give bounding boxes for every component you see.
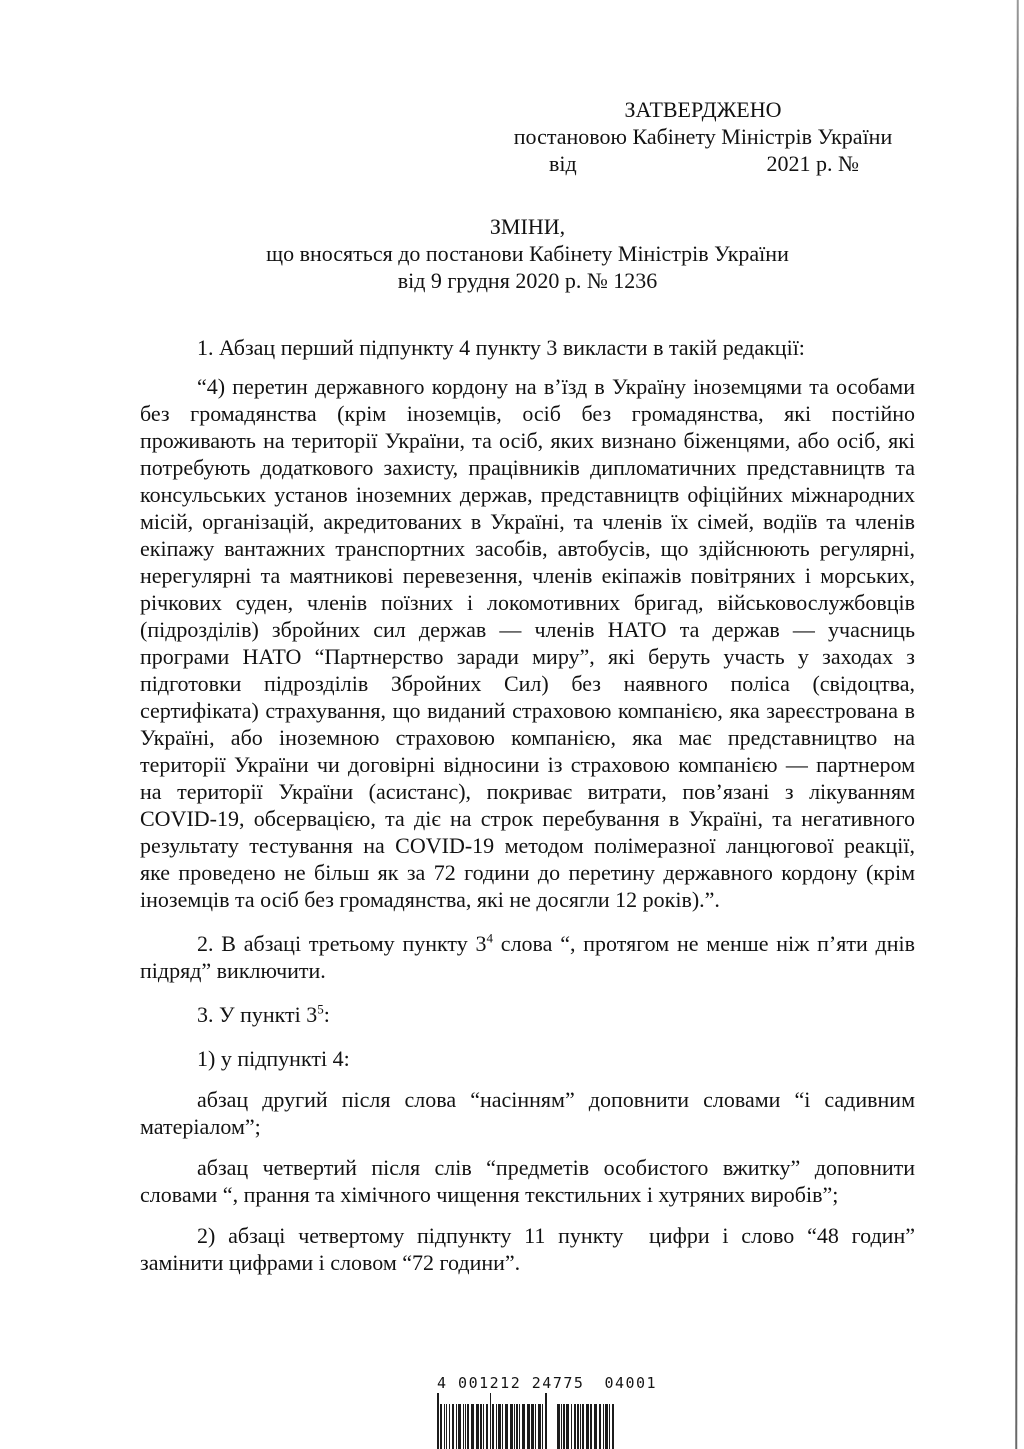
barcode xyxy=(437,1374,657,1449)
document-title-block xyxy=(140,213,915,294)
barcode-bars-left-group xyxy=(437,1393,548,1449)
approval-heading: ЗАТВЕРДЖЕНО xyxy=(624,97,782,122)
scan-artifact-line xyxy=(1015,0,1019,1449)
paragraph-item-2 xyxy=(140,930,915,984)
document-content xyxy=(140,0,915,1290)
paragraph-amendment-seed: абзац другий після слова “насінням” доповнити словами “і садивним матеріалом”; xyxy=(140,1087,915,1139)
paragraph-item-3 xyxy=(140,1001,915,1028)
paragraph-item-3-prefix: 3. У пункті 3 xyxy=(197,1002,318,1027)
paragraph-amendment-laundry: абзац четвертий після слів “предметів особистого вжитку” доповнити словами “, прання та хімічного чищення текстильних і хутряних виробів”; xyxy=(140,1155,915,1207)
approval-date-row xyxy=(491,150,915,177)
approval-date-prefix: від xyxy=(549,151,577,176)
barcode-bars xyxy=(437,1393,657,1449)
paragraph-subitem-1: 1) у підпункті 4: xyxy=(197,1046,350,1071)
barcode-digits xyxy=(437,1374,657,1392)
paragraph-subitem-4-text: “4) перетин державного кордону на в’їзд в Україну іноземцями та особами без громадянства (крім іноземців, осіб без громадянства, які постійно проживають на території України, та осіб, яких визнано біженцями, або осіб, які потребують додаткового захисту, працівників дипломатичних представництв та консульських установ іноземних держав, представництв офіційних міжнародних місій, організацій, акредитованих в Україні, та членів їх сімей, водіїв та членів екіпажу вантажних транспортних засобів, автобусів, що здійснюють регулярні, нерегулярні та маятникові перевезення, членів екіпажів повітряних і морських, річкових суден, членів поїзних і локомотивних бригад, військовослужбовців (підрозділів) збройних сил держав — членів НАТО та держав — учасниць програми НАТО “Партнерство заради миру”, які беруть участь у заходах з підготовки підрозділів Збройних Сил) без наявного поліса (свідоцтва, сертифіката) страхування, що виданий страховою компанією, яка зареєстрована в Україні, або іноземною страховою компанією, яка має представництво на території України чи договірні відносини із страховою компанією — партнером на території України (асистанс), покриває витрати, пов’язані з лікуванням COVID-19, обсервацією, та діє на строк перебування в Україні, та негативного результату тестування на COVID-19 методом полімеразної ланцюгової реакції, яке проведено не більш як за 72 години до перетину державного кордону (крім іноземців та осіб без громадянства, які не досягли 12 років).”. xyxy=(140,374,915,912)
paragraph-item-3-suffix: : xyxy=(323,1002,330,1027)
paragraph-item-2-suffix: слова “, протягом не менше ніж п’яти днів підряд” виключити. xyxy=(140,931,915,983)
barcode-bars-right-group xyxy=(557,1393,615,1449)
barcode-digits-left: 4 001212 24775 xyxy=(437,1374,585,1392)
approval-authority: постановою Кабінету Міністрів України xyxy=(513,124,893,149)
title-line-3: від 9 грудня 2020 р. № 1236 xyxy=(397,268,658,293)
paragraph-subitem-2: 2) абзаці четвертому підпункту 11 пункту цифри і слово “48 годин” замінити цифрами і словом “72 години”. xyxy=(140,1223,915,1275)
superscript-index: 5 xyxy=(317,1001,324,1017)
paragraph-item-2-prefix: 2. В абзаці третьому пункту 3 xyxy=(197,931,487,956)
approval-year-number: 2021 р. № xyxy=(766,151,859,176)
title-line-1: ЗМІНИ, xyxy=(489,214,566,239)
title-line-2: що вносяться до постанови Кабінету Міністрів України xyxy=(266,241,789,266)
paragraph-item-1: 1. Абзац перший підпункту 4 пункту 3 викласти в такій редакції: xyxy=(197,335,805,360)
superscript-index: 4 xyxy=(486,930,494,946)
approval-stamp-block xyxy=(491,96,915,177)
barcode-digits-right: 04001 xyxy=(604,1374,658,1392)
